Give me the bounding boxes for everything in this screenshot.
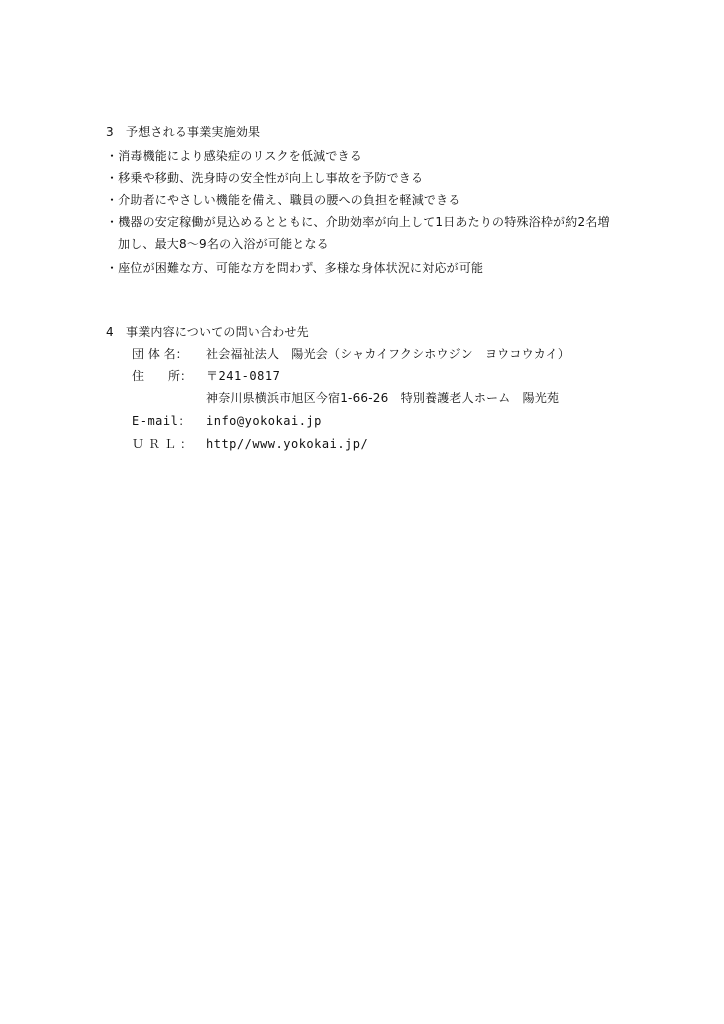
email-value[interactable]: info@yokokai.jp xyxy=(206,414,322,428)
bullet-caregiver-burden: ・介助者にやさしい機能を備え、職員の腰への負担を軽減できる xyxy=(106,193,461,207)
bullet-body-conditions: ・座位が困難な方、可能な方を問わず、多様な身体状況に対応が可能 xyxy=(106,261,484,275)
address-label: 住 所： xyxy=(132,369,193,383)
organization-value: 社会福祉法人 陽光会（シャカイフクシホウジン ヨウコウカイ） xyxy=(206,347,571,361)
postal-code: 〒241-0817 xyxy=(206,369,281,383)
email-label: E-mail： xyxy=(132,414,191,428)
organization-label: 団 体 名： xyxy=(132,347,188,361)
address-value: 神奈川県横浜市旭区今宿1-66-26 特別養護老人ホーム 陽光苑 xyxy=(206,391,560,405)
url-value[interactable]: http//www.yokokai.jp/ xyxy=(206,437,369,451)
bullet-efficiency: ・機器の安定稼働が見込めるとともに、介助効率が向上して1日あたりの特殊浴枠が約2名増 xyxy=(106,215,610,229)
bullet-efficiency-continued: 加し、最大8～9名の入浴が可能となる xyxy=(118,237,329,251)
section-3-title: 3 予想される事業実施効果 xyxy=(106,125,261,139)
bullet-disinfection: ・消毒機能により感染症のリスクを低減できる xyxy=(106,149,362,163)
bullet-safety: ・移乗や移動、洗身時の安全性が向上し事故を予防できる xyxy=(106,171,424,185)
url-label: ＵＲＬ： xyxy=(132,437,197,451)
section-4-title: 4 事業内容についての問い合わせ先 xyxy=(106,325,309,339)
